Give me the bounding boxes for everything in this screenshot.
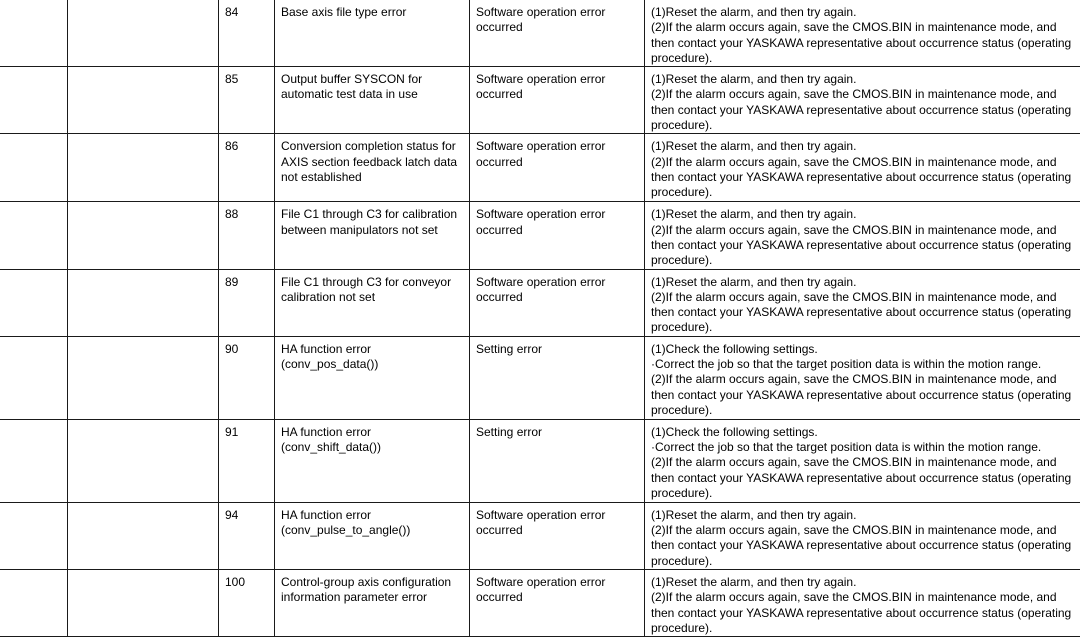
meaning-cell: File C1 through C3 for calibration between manipulators not set — [275, 202, 470, 269]
alarm-number-cell — [0, 269, 68, 336]
alarm-number-cell — [0, 569, 68, 636]
alarm-number-cell — [0, 419, 68, 502]
remedy-line: (1)Reset the alarm, and then try again. — [651, 139, 857, 154]
remedy-line: (1)Reset the alarm, and then try again. — [651, 274, 857, 289]
meaning-cell: Conversion completion status for AXIS section feedback latch data not established — [275, 134, 470, 202]
cause-cell: Software operation error occurred — [470, 0, 645, 67]
alarm-number-cell — [0, 0, 68, 67]
remedy-line: (1)Reset the alarm, and then try again. — [651, 207, 857, 222]
sub-code-cell: 86 — [219, 134, 275, 202]
meaning-cell: Control-group axis configuration information parameter error — [275, 569, 470, 636]
remedy-cell — [645, 134, 1080, 202]
remedy-line: (1)Reset the alarm, and then try again. — [651, 574, 857, 589]
alarm-number-cell — [0, 202, 68, 269]
alarm-name-cell — [68, 202, 219, 269]
sub-code-cell: 85 — [219, 67, 275, 134]
sub-code-cell: 90 — [219, 336, 275, 419]
remedy-line: (1)Reset the alarm, and then try again. — [651, 72, 857, 87]
alarm-name-cell — [68, 269, 219, 336]
remedy-line: ·Correct the job so that the target position data is within the motion range. — [651, 357, 1042, 372]
sub-code-cell: 91 — [219, 419, 275, 502]
remedy-cell — [645, 202, 1080, 269]
sub-code-cell: 84 — [219, 0, 275, 67]
remedy-line: (2)If the alarm occurs again, save the CMOS.BIN in maintenance mode, and then contact your YASKAWA representative about occurrence status (operating procedure). — [651, 372, 1072, 417]
meaning-cell: HA function error (conv_pulse_to_angle()) — [275, 502, 470, 569]
remedy-line: (1)Reset the alarm, and then try again. — [651, 5, 857, 19]
remedy-line: (1)Check the following settings. — [651, 424, 818, 439]
alarm-number-cell — [0, 134, 68, 202]
remedy-line: (2)If the alarm occurs again, save the CMOS.BIN in maintenance mode, and then contact your YASKAWA representative about occurrence status (operating procedure). — [651, 154, 1072, 200]
cause-cell: Software operation error occurred — [470, 67, 645, 134]
cause-cell: Setting error — [470, 336, 645, 419]
remedy-line: (2)If the alarm occurs again, save the CMOS.BIN in maintenance mode, and then contact your YASKAWA representative about occurrence status (operating procedure). — [651, 590, 1072, 635]
alarm-name-cell — [68, 419, 219, 502]
meaning-cell: Base axis file type error — [275, 0, 470, 67]
sub-code-cell: 100 — [219, 569, 275, 636]
remedy-line: (2)If the alarm occurs again, save the CMOS.BIN in maintenance mode, and then contact your YASKAWA representative about occurrence status (operating procedure). — [651, 222, 1072, 268]
meaning-cell: Output buffer SYSCON for automatic test data in use — [275, 67, 470, 134]
alarm-number-cell — [0, 336, 68, 419]
table-row — [0, 134, 1080, 202]
sub-code-cell: 88 — [219, 202, 275, 269]
table-row — [0, 336, 1080, 419]
table-row — [0, 269, 1080, 336]
remedy-line: (2)If the alarm occurs again, save the CMOS.BIN in maintenance mode, and then contact your YASKAWA representative about occurrence status (operating procedure). — [651, 87, 1072, 133]
remedy-cell — [645, 419, 1080, 502]
alarm-name-cell — [68, 134, 219, 202]
remedy-cell — [645, 336, 1080, 419]
cause-cell: Software operation error occurred — [470, 269, 645, 336]
alarm-number-cell — [0, 67, 68, 134]
cause-cell: Software operation error occurred — [470, 202, 645, 269]
remedy-line: (2)If the alarm occurs again, save the CMOS.BIN in maintenance mode, and then contact your YASKAWA representative about occurrence status (operating procedure). — [651, 455, 1072, 500]
alarm-name-cell — [68, 0, 219, 67]
meaning-cell: HA function error (conv_shift_data()) — [275, 419, 470, 502]
remedy-line: (2)If the alarm occurs again, save the CMOS.BIN in maintenance mode, and then contact your YASKAWA representative about occurrence status (operating procedure). — [651, 289, 1072, 335]
cause-cell: Software operation error occurred — [470, 134, 645, 202]
remedy-line: (2)If the alarm occurs again, save the CMOS.BIN in maintenance mode, and then contact your YASKAWA representative about occurrence status (operating procedure). — [651, 20, 1072, 65]
alarm-name-cell — [68, 569, 219, 636]
remedy-line: ·Correct the job so that the target position data is within the motion range. — [651, 440, 1042, 455]
remedy-cell — [645, 0, 1080, 67]
remedy-line: (1)Check the following settings. — [651, 341, 818, 356]
remedy-cell — [645, 569, 1080, 636]
cause-cell: Software operation error occurred — [470, 502, 645, 569]
table-row — [0, 0, 1080, 67]
table-row — [0, 569, 1080, 636]
cause-cell: Setting error — [470, 419, 645, 502]
table-row — [0, 419, 1080, 502]
sub-code-cell: 94 — [219, 502, 275, 569]
cause-cell: Software operation error occurred — [470, 569, 645, 636]
alarm-name-cell — [68, 336, 219, 419]
sub-code-cell: 89 — [219, 269, 275, 336]
remedy-line: (1)Reset the alarm, and then try again. — [651, 507, 857, 522]
meaning-cell: HA function error (conv_pos_data()) — [275, 336, 470, 419]
alarm-number-cell — [0, 502, 68, 569]
remedy-cell — [645, 502, 1080, 569]
remedy-cell — [645, 269, 1080, 336]
table-row — [0, 202, 1080, 269]
table-row — [0, 67, 1080, 134]
alarm-name-cell — [68, 502, 219, 569]
table-row — [0, 502, 1080, 569]
remedy-cell — [645, 67, 1080, 134]
alarm-name-cell — [68, 67, 219, 134]
meaning-cell: File C1 through C3 for conveyor calibration not set — [275, 269, 470, 336]
remedy-line: (2)If the alarm occurs again, save the CMOS.BIN in maintenance mode, and then contact your YASKAWA representative about occurrence status (operating procedure). — [651, 523, 1072, 568]
